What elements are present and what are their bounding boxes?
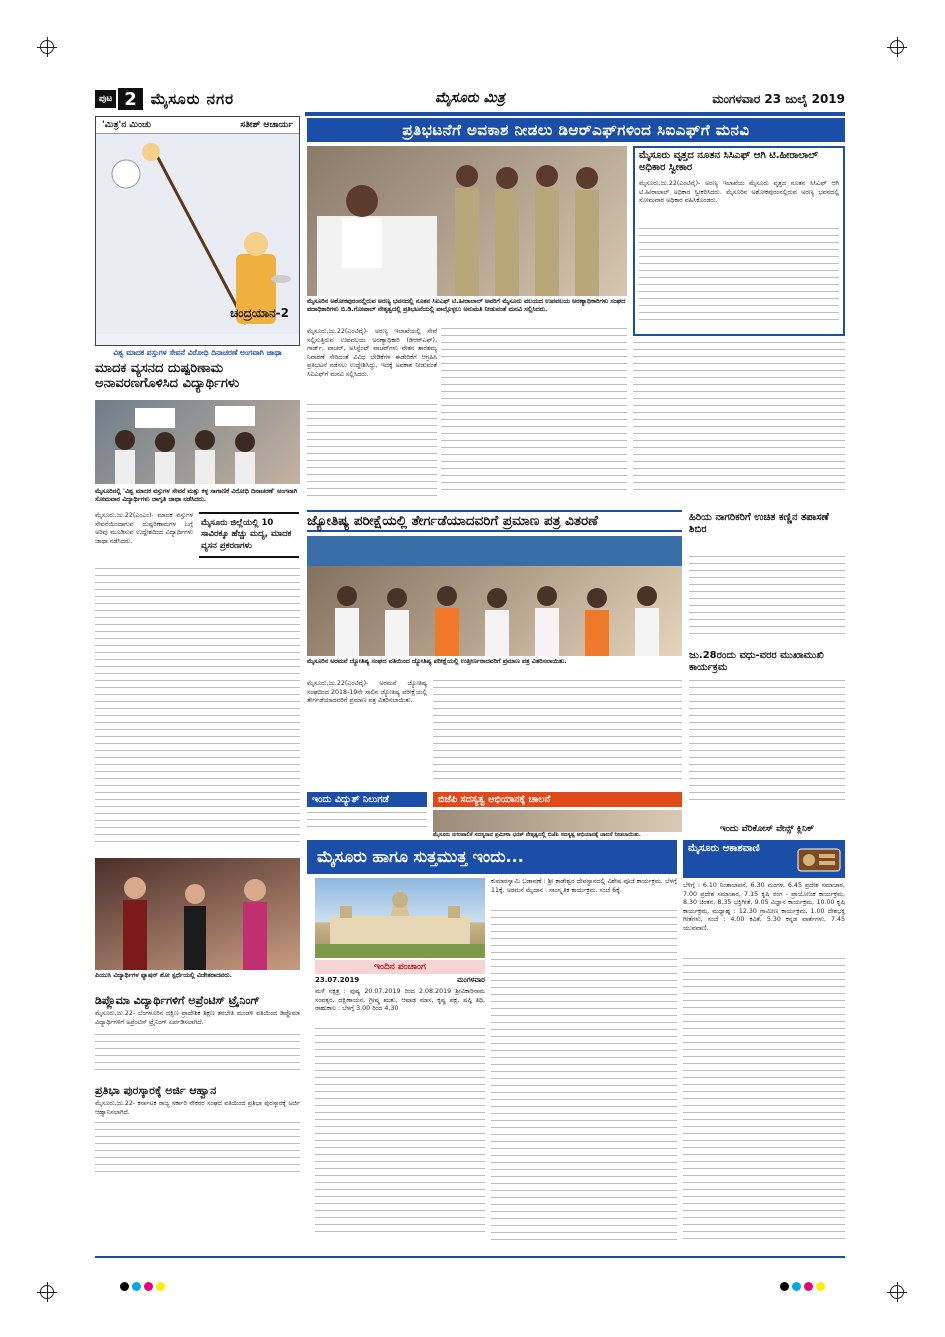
color-bar-left	[120, 1282, 165, 1291]
bjp-headline: ಬಿಜೆಪಿ ಸದಸ್ಯತ್ವ ಅಭಿಯಾನಕ್ಕೆ ಚಾಲನೆ	[433, 792, 682, 807]
panchanga-body	[315, 1028, 485, 1250]
lead-body	[441, 328, 627, 504]
jyotisha-text: ಮೈಸೂರು,ಜು.22(ಎಂಟಿವೈ)- ಅರಮನೆ ಜ್ಯೋತಿಷ್ಯ ಸಂಘದಿಂದ 2018-19ನೇ ಸಾಲಿನ ಜ್ಯೋತಿಷ್ಯ ಪರೀಕ್ಷೆಯಲ್ಲಿ ತೇರ್ಗಡೆಯಾದವರಿಗೆ ಪ್ರಮಾಣ ಪತ್ರ ವಿತರಿಸಲಾಯಿತು.	[307, 680, 427, 704]
award-body	[95, 1122, 300, 1182]
jyotisha-caption: ಮೈಸೂರಿನ ಅರಮನೆ ಜ್ಯೋತಿಷ್ಯ ಸಂಘದ ವತಿಯಿಂದ ಜ್ಯೋತಿಷ್ಯ ಪರೀಕ್ಷೆಯಲ್ಲಿ ಉತ್ತೀರ್ಣರಾದವರಿಗೆ ಪ್ರಮಾಣ ಪತ್ರ ವಿತರಿಸಲಾಯಿತು.	[307, 658, 567, 665]
drug-story-pull-quote	[199, 512, 299, 558]
registration-mark-bottom-right	[890, 1285, 904, 1299]
panchanga-title: ಇಂದಿನ ಪಂಚಾಂಗ	[315, 960, 485, 974]
footer-rule	[95, 1256, 845, 1258]
clinic-headline: ಇಂದು ವೆರಿಕೋಸ್ ವೇನ್ಸ್ ಕ್ಲಿನಿಕ್	[719, 824, 814, 834]
eye-camp-headline: ಹಿರಿಯ ನಾಗರಿಕರಿಗೆ ಉಚಿತ ಕಣ್ಣಿನ ತಪಾಸಣೆ ಶಿಬಿರ	[689, 512, 829, 535]
panchanga-text: ಮಳೆ ನಕ್ಷತ್ರ : ಪುಷ್ಯ 20.07.2019 ರಿಂದ 2.08.2019 ಶ್ರೀವಿಕಾರಿನಾಮ ಸಂವತ್ಸರ, ದಕ್ಷಿಣಾಯನ, ಗ್ರೀಷ್ಮ ಋತು, ಆಷಾಢ ಮಾಸ, ಕೃಷ್ಣ ಪಕ್ಷ, ಷಷ್ಠಿ ತಿಥಿ, ರಾಹುಕಾಲ : ಬೆಳಗ್ಗೆ 3.00 ರಿಂದ 4.30	[315, 988, 485, 1012]
panchanga-date-row	[315, 976, 485, 985]
diploma-body	[95, 1034, 300, 1080]
cartoon-illustration	[96, 134, 299, 334]
diploma-headline: ಡಿಪ್ಲೊಮಾ ವಿದ್ಯಾರ್ಥಿಗಳಿಗೆ ಅಪ್ರೆಂಟಿಸ್ ಟ್ರೈನಿಂಗ್	[95, 994, 260, 1007]
radio-text: ಬೆಳಿಗ್ಗೆ : 6.10 ನಿಂತಾಲಾಪನೆ, 6.30 ಮಂಗಳ, 6.45 ಪ್ರದೇಶ ಸಮಾಚಾರ, 7.00 ಪ್ರದೇಶ ಸಮಾಚಾರ, 7.15 ಕೃಷಿ ರಂಗ - ಪ್ರಾಯೋಜಕ ಕಾರ್ಯಕ್ರಮ, 8.30 ಚಿಂತನ, 8.35 ಭಕ್ತಿಗೀತೆ, 9.05 ವಿಜ್ಞಾನ ಕಾರ್ಯಕ್ರಮ, 10.00 ಕೃಷಿ ಕಾರ್ಯಕ್ರಮ, ಮಧ್ಯಾಹ್ನ : 12.30 ಗ್ರಾಮೀಣ ಕಾರ್ಯಕ್ರಮ, 1.00 ದೇಶಭಕ್ತಿ ಗೀತೆಗಳು, ಸಂಜೆ : 4.00 ಕವಿತೆ, 5.30 ಕನ್ನಡ ವಾರ್ತೆಗಳು, 7.45 ಯುವವಾಣಿ.	[683, 882, 845, 932]
panchanga-date: 23.07.2019	[315, 976, 360, 984]
lead-headline: ಪ್ರತಿಭಟನೆಗೆ ಅವಕಾಶ ನೀಡಲು ಡಿಆರ್‌ಎಫ್‌ಗಳಿಂದ ಸಿಐಎಫ್‌ಗೆ ಮನವಿ	[307, 118, 845, 142]
jyotisha-body	[433, 680, 682, 790]
drug-story-headline: ಮಾದಕ ವ್ಯಸನದ ದುಷ್ಪರಿಣಾಮ ಅನಾವರಣಗೊಳಿಸಿದ ವಿದ್ಯಾರ್ಥಿಗಳು	[95, 361, 240, 391]
cartoon-title: 'ಮಿತ್ರ'ನ ಮಿಂಚು	[102, 120, 152, 130]
color-bar-right	[780, 1282, 825, 1291]
cartoon-caption: ಚಂದ್ರಯಾನ-2	[230, 306, 289, 320]
lead-photo	[307, 146, 627, 296]
power-headline: ಇಂದು ವಿದ್ಯುತ್ ನಿಲುಗಡೆ	[307, 792, 427, 807]
lead-caption: ಮೈಸೂರಿನ ಅಶೋಕಪುರಂನಲ್ಲಿರುವ ಅರಣ್ಯ ಭವನದಲ್ಲಿ ನೂತನ ಸಿಐಎಫ್ ಟಿ.ಹೀರಾಲಾಲ್ ಅವರಿಗೆ ಮೈಸೂರು ವಲಯದ ಉಪವಲಯ ಅರಣ್ಯಾಧಿಕಾರಿಗಳು ಸಂಘದ ಪದಾಧಿಕಾರಿಗಳು ಬಿ.ಡಿ.ಗೋಪಾಲ್ ನೇತೃತ್ವದಲ್ಲಿ ಪ್ರತಿಭಟನೆಯಲ್ಲಿ ಪಾಲ್ಗೊಳ್ಳಲು ಅನುಮತಿ ನೀಡುವಂತೆ ಮನವಿ ಸಲ್ಲಿಸಿದರು.	[307, 298, 626, 314]
dateline: ಮಂಗಳವಾರ 23 ಜುಲೈ 2019	[712, 92, 845, 106]
power-body	[307, 812, 427, 836]
cartoon	[95, 116, 300, 346]
lead-body-lower	[307, 404, 437, 504]
cartoon-credit: ವಿಶ್ವ ಮಾದಕ ವಸ್ತುಗಳ ಸೇವನೆ ವಿರೋಧಿ ದಿನಾಚರಣೆ ಅಂಗವಾಗಿ ಜಾಥಾ	[113, 348, 282, 357]
events-body	[491, 910, 677, 1250]
marriage-headline: ಜು.28ರಂದು ವಧು-ವರರ ಮುಖಾಮುಖಿ ಕಾರ್ಯಕ್ರಮ	[689, 650, 824, 673]
masthead: ಮೈಸೂರು ಮಿತ್ರ	[435, 90, 505, 106]
header-rule	[305, 112, 845, 116]
jyotisha-photo	[307, 536, 682, 656]
bjp-photo	[433, 810, 682, 832]
events-text: ಕುಮಾರಸ್ವಾಮಿ ಬಡಾವಣೆ : ಶ್ರೀ ಕಾಡೇಶ್ವರ ದೇವಸ್ಥಾನದಲ್ಲಿ ವಿಶೇಷ ಪೂಜೆ ಕಾರ್ಯಕ್ರಮ. ಬೆಳಗ್ಗೆ 11ಕ್ಕೆ. ಅರಮನೆ ಮೈದಾನ : ಸಾಂಸ್ಕೃತಿಕ ಕಾರ್ಯಕ್ರಮ. ಸಂಜೆ 6ಕ್ಕೆ.	[491, 878, 677, 894]
fashion-caption: ಪಿಯುಸಿ ವಿದ್ಯಾರ್ಥಿಗಳ ಫ್ಯಾಷನ್ ಶೋ ಸ್ಪರ್ಧೆಯಲ್ಲಿ ವಿಜೇತರಾದವರು.	[95, 972, 232, 979]
palace-photo	[315, 878, 485, 958]
marriage-body	[689, 680, 845, 820]
cartoon-artist: ಸತೀಶ್ ಆಚಾರ್ಯ	[240, 120, 293, 130]
drug-story-text: ಮೈಸೂರು,ಜು.22(ಎಂಎಂ)- ಮಾದಕ ವಸ್ತುಗಳ ಸೇವನೆಯಿಂದಾಗುವ ದುಷ್ಪರಿಣಾಮಗಳ ಬಗ್ಗೆ ಅರಿವು ಮೂಡಿಸುವ ಉದ್ದೇಶದಿಂದ ವಿದ್ಯಾರ್ಥಿಗಳು ಜಾಥಾ ನಡೆಸಿದರು.	[95, 512, 193, 545]
cif-headline: ಮೈಸೂರು ವೃತ್ತದ ನೂತನ ಸಿಸಿಎಫ್ ಆಗಿ ಟಿ.ಹೀರಾಲಾಲ್ ಅಧಿಕಾರ ಸ್ವೀಕಾರ	[639, 150, 818, 173]
drug-story-body	[95, 568, 300, 858]
radio-title: ಮೈಸೂರು ಆಕಾಶವಾಣಿ	[688, 843, 760, 854]
cif-text: ಮೈಸೂರು,ಜು.22(ಎಂಟಿವೈ)- ಅರಣ್ಯ ಇಲಾಖೆಯ ಮೈಸೂರು ವೃತ್ತದ ನೂತನ ಸಿಸಿಎಫ್ ಆಗಿ ಟಿ.ಹೀರಾಲಾಲ್ ಅಧಿಕಾರ ಸ್ವೀಕರಿಸಿದರು. ಮೈಸೂರಿನ ಅಶೋಕಪುರಂನಲ್ಲಿರುವ ಅರಣ್ಯ ಭವನದಲ್ಲಿ ಸೋಮವಾರ ಅಧಿಕಾರ ವಹಿಸಿಕೊಂಡರು.	[639, 180, 839, 204]
cartoon-header	[96, 117, 299, 134]
lead-text: ಮೈಸೂರು,ಜು.22(ಎಂಟಿವೈ)- ಅರಣ್ಯ ಇಲಾಖೆಯಲ್ಲಿ ಸೇವೆ ಸಲ್ಲಿಸುತ್ತಿರುವ ಉಪವಲಯ ಅರಣ್ಯಾಧಿಕಾರಿ (ಡಿಆರ್‌ಎಫ್), ಗಾರ್ಡ್, ವಾಚರ್, ಅಸಿಸ್ಟೆಂಟ್ ವಾಚರ್‌ಗಳು ವೇತನ ತಾರತಮ್ಯ ನಿವಾರಣೆ ಸೇರಿದಂತೆ ವಿವಿಧ ಬೇಡಿಕೆಗಳ ಈಡೇರಿಕೆಗೆ ಆಗ್ರಹಿಸಿ ಪ್ರತಿಭಟನೆ ನಡೆಸಲು ಉದ್ದೇಶಿಸಿದ್ದು, ಇದಕ್ಕೆ ಅವಕಾಶ ನೀಡುವಂತೆ ಸಿಐಎಫ್‌ಗೆ ಮನವಿ ಸಲ್ಲಿಸಿದರು.	[307, 328, 437, 378]
radio-icon	[797, 846, 841, 872]
drug-story-caption: ಮೈಸೂರಿನಲ್ಲಿ 'ವಿಶ್ವ ಮಾದಕ ವಸ್ತುಗಳ ಸೇವನೆ ಮತ್ತು ಕಳ್ಳ ಸಾಗಾಣಿಕೆ ವಿರೋಧಿ ದಿನಾಚರಣೆ' ಅಂಗವಾಗಿ ಸೋಮವಾರ ವಿದ್ಯಾರ್ಥಿಗಳು ಜಾಗೃತಿ ಜಾಥಾ ನಡೆಸಿದರು.	[95, 488, 298, 504]
page-number: 2	[118, 88, 143, 110]
page-label: ಪುಟ	[95, 90, 116, 108]
section-title: ಮೈಸೂರು ನಗರ	[150, 90, 235, 108]
radio-body	[683, 958, 845, 1250]
cif-continuation	[633, 342, 845, 502]
listings-headline: ಮೈಸೂರು ಹಾಗೂ ಸುತ್ತಮುತ್ತ ಇಂದು...	[307, 840, 677, 874]
registration-mark-top-right	[890, 40, 904, 54]
newspaper-page	[95, 88, 845, 1278]
bjp-caption: ಮೈಸೂರು ನಗರಪಾಲಿಕೆ ಸದಸ್ಯರಾದ ಪ್ರಮೀಳಾ ಭರತ್ ನೇತೃತ್ವದಲ್ಲಿ ಬಿಜೆಪಿ ಸದಸ್ಯತ್ವ ಅಭಿಯಾನಕ್ಕೆ ಚಾಲನೆ ನೀಡಲಾಯಿತು.	[433, 832, 641, 838]
cif-body	[639, 228, 839, 328]
award-text: ಮೈಸೂರು,ಜು.22- ಕರ್ನಾಟಕ ರಾಜ್ಯ ಸರ್ಕಾರಿ ನೌಕರರ ಸಂಘದ ವತಿಯಿಂದ ಪ್ರತಿಭಾ ಪುರಸ್ಕಾರಕ್ಕೆ ಅರ್ಜಿ ಆಹ್ವಾನಿಸಲಾಗಿದೆ.	[95, 1100, 300, 1116]
award-headline: ಪ್ರತಿಭಾ ಪುರಸ್ಕಾರಕ್ಕೆ ಅರ್ಜಿ ಆಹ್ವಾನ	[95, 1084, 217, 1097]
fashion-photo	[95, 858, 300, 970]
registration-mark-top-left	[40, 40, 54, 54]
panchanga-day: ಮಂಗಳವಾರ	[456, 976, 485, 984]
registration-mark-bottom-left	[40, 1285, 54, 1299]
eye-camp-body	[689, 556, 845, 646]
jyotisha-headline: ಜ್ಯೋತಿಷ್ಯ ಪರೀಕ್ಷೆಯಲ್ಲಿ ತೇರ್ಗಡೆಯಾದವರಿಗೆ ಪ್ರಮಾಣ ಪತ್ರ ವಿತರಣೆ	[307, 510, 682, 532]
drug-story-photo	[95, 400, 300, 484]
radio-box	[683, 840, 845, 878]
pull-quote-text: ಮೈಸೂರು ಜಿಲ್ಲೆಯಲ್ಲಿ 10 ಸಾವಿರಕ್ಕೂ ಹೆಚ್ಚು ಮದ್ಯ, ಮಾದಕ ವ್ಯಸನ ಪ್ರಕರಣಗಳು	[201, 518, 292, 551]
diploma-text: ಮೈಸೂರು,ಜು.22- ಬೆಂಗಳೂರಿನ ದಕ್ಷಿಣ ಪ್ರಾದೇಶಿಕ ಶಿಕ್ಷಣ ತರಬೇತಿ ಮಂಡಳಿ ವತಿಯಿಂದ ಡಿಪ್ಲೊಮಾ ವಿದ್ಯಾರ್ಥಿಗಳಿಗೆ ಅಪ್ರೆಂಟಿಸ್ ಟ್ರೈನಿಂಗ್ ಏರ್ಪಡಿಸಲಾಗಿದೆ.	[95, 1010, 300, 1026]
